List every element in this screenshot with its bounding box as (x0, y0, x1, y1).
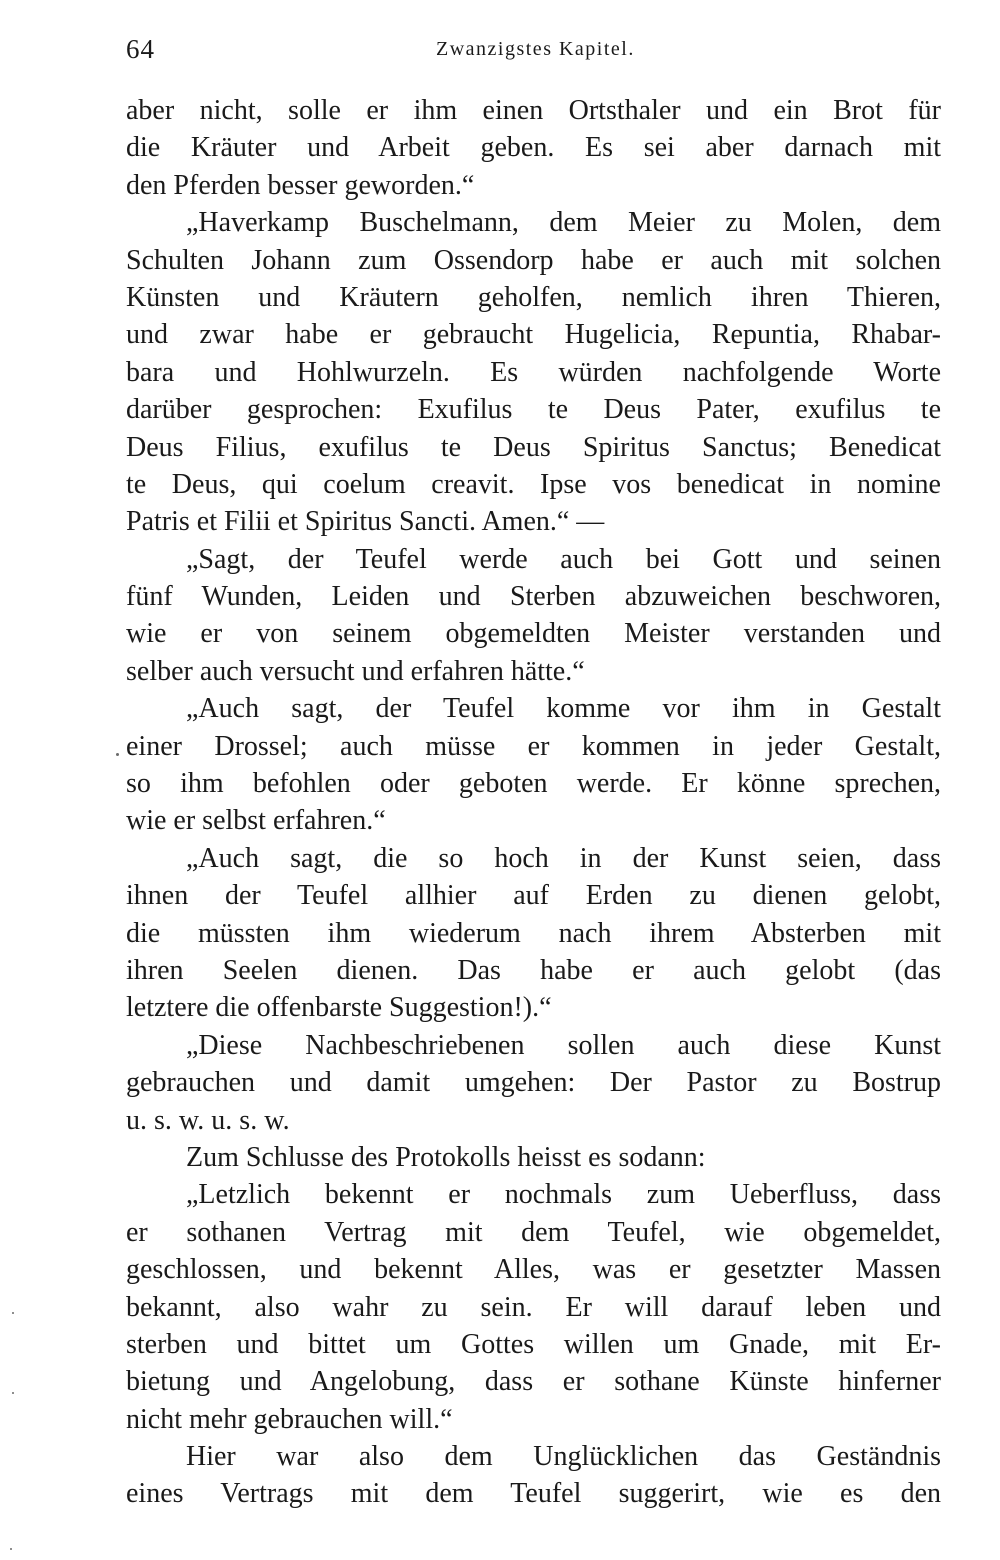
text-line: wie er von seinem obgemeldten Meister verstanden und (126, 618, 941, 650)
text-line: nicht mehr gebrauchen will.“ (126, 1403, 453, 1435)
text-line: eines Vertrags mit dem Teufel suggerirt, wie es den (126, 1478, 941, 1510)
text-line: die müssten ihm wiederum nach ihrem Absterben mit (126, 917, 941, 949)
text-line: „Auch sagt, die so hoch in der Kunst seien, dass (186, 842, 941, 874)
text-line: bara und Hohlwurzeln. Es würden nachfolgende Worte (126, 356, 941, 388)
text-line: „Sagt, der Teufel werde auch bei Gott und seinen (186, 543, 941, 575)
scan-speck (12, 1392, 14, 1394)
text-line: Zum Schlusse des Protokolls heisst es sodann: (186, 1141, 706, 1173)
scan-speck (10, 1548, 12, 1550)
text-line: bietung und Angelobung, dass er sothane Künste hinferner (126, 1366, 941, 1398)
text-line: den Pferden besser geworden.“ (126, 169, 475, 201)
scan-speck (116, 753, 119, 756)
text-line: Künsten und Kräutern geholfen, nemlich ihren Thieren, (126, 281, 941, 313)
text-line: selber auch versucht und erfahren hätte.“ (126, 655, 585, 687)
text-line: bekannt, also wahr zu sein. Er will darauf leben und (126, 1291, 941, 1323)
text-line: u. s. w. u. s. w. (126, 1104, 290, 1136)
text-line: darüber gesprochen: Exufilus te Deus Pater, exufilus te (126, 394, 941, 426)
text-line: Hier war also dem Unglücklichen das Geständnis (186, 1441, 941, 1473)
text-line: Deus Filius, exufilus te Deus Spiritus Sanctus; Benedicat (126, 431, 941, 463)
scan-speck (12, 1312, 14, 1314)
text-line: geschlossen, und bekennt Alles, was er gesetzter Massen (126, 1254, 941, 1286)
text-line: letztere die offenbarste Suggestion!).“ (126, 992, 552, 1024)
text-line: fünf Wunden, Leiden und Sterben abzuweichen beschworen, (126, 581, 941, 613)
text-line: ihren Seelen dienen. Das habe er auch gelobt (das (126, 954, 941, 986)
text-line: te Deus, qui coelum creavit. Ipse vos benedicat in nomine (126, 468, 941, 500)
text-line: „Letzlich bekennt er nochmals zum Ueberfluss, dass (186, 1179, 941, 1211)
text-line: „Haverkamp Buschelmann, dem Meier zu Molen, dem (186, 207, 941, 239)
text-line: ihnen der Teufel allhier auf Erden zu dienen gelobt, (126, 880, 941, 912)
text-line: gebrauchen und damit umgehen: Der Pastor zu Bostrup (126, 1067, 941, 1099)
body-text (126, 92, 941, 1513)
text-line: sterben und bittet um Gottes willen um Gnade, mit Er- (126, 1328, 941, 1360)
text-line: die Kräuter und Arbeit geben. Es sei aber darnach mit (126, 132, 941, 164)
text-line: und zwar habe er gebraucht Hugelicia, Repuntia, Rhabar- (126, 319, 941, 351)
running-head: Zwanzigstes Kapitel. (436, 38, 635, 60)
text-line: Patris et Filii et Spiritus Sancti. Amen.“ — (126, 506, 605, 538)
page-number: 64 (126, 34, 155, 64)
text-line: einer Drossel; auch müsse er kommen in jeder Gestalt, (126, 730, 941, 762)
text-line: „Diese Nachbeschriebenen sollen auch diese Kunst (186, 1029, 941, 1061)
text-line: Schulten Johann zum Ossendorp habe er auch mit solchen (126, 244, 941, 276)
text-line: „Auch sagt, der Teufel komme vor ihm in Gestalt (186, 693, 941, 725)
text-line: aber nicht, solle er ihm einen Ortsthaler und ein Brot für (126, 95, 941, 126)
text-line: er sothanen Vertrag mit dem Teufel, wie obgemeldet, (126, 1216, 941, 1248)
text-line: wie er selbst erfahren.“ (126, 805, 386, 837)
text-line: so ihm befohlen oder geboten werde. Er könne sprechen, (126, 768, 941, 800)
